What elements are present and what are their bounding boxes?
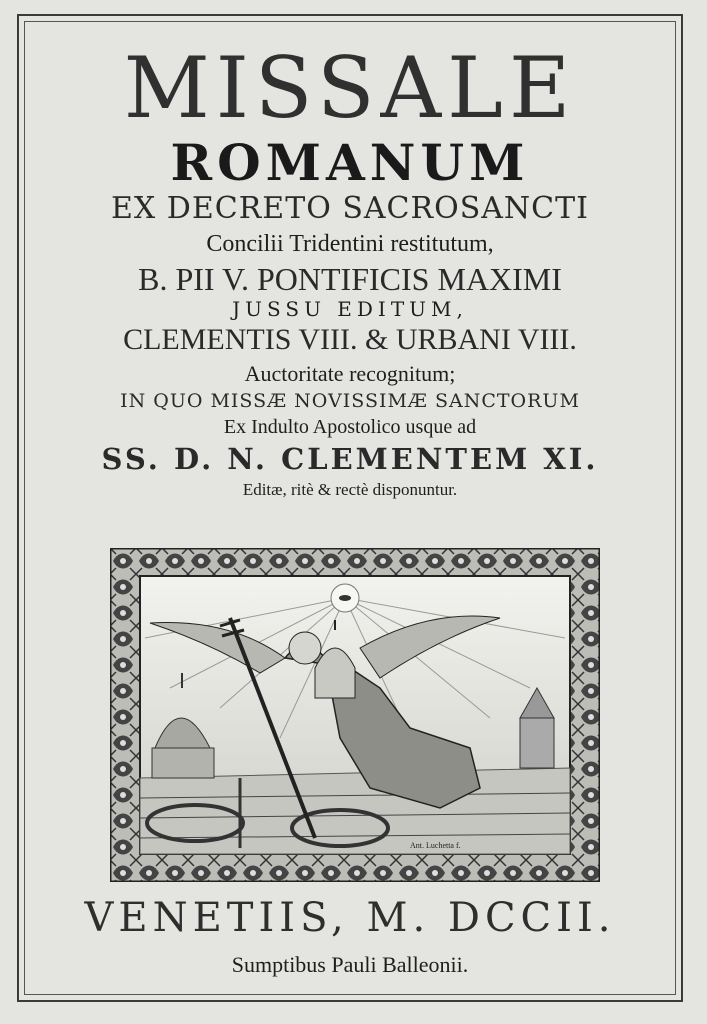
subtitle-clementis: CLEMENTIS VIII. & URBANI VIII. [123, 323, 577, 356]
imprint-place-date: VENETIIS, M. DCCII. [84, 895, 616, 941]
imprint-block [30, 888, 670, 982]
subtitle-editae: Editæ, ritè & rectè disponuntur. [242, 480, 458, 499]
subtitle-ex-decreto: EX DECRETO SACROSANCTI [111, 191, 589, 226]
imprint-publisher: Sumptibus Pauli Balleonii. [231, 952, 469, 977]
title-romanum: ROMANUM [170, 133, 530, 192]
title-block [30, 40, 670, 502]
subtitle-auctoritate: Auctoritate recognitum; [244, 361, 456, 386]
title-missale: MISSALE [123, 39, 577, 137]
subtitle-pii-v: B. PII V. PONTIFICIS MAXIMI [138, 261, 562, 297]
engraving-illustration [110, 548, 600, 882]
engraver-signature: Ant. Luchetta f. [410, 841, 461, 850]
subtitle-in-quo: IN QUO MISSÆ NOVISSIMÆ SANCTORUM [120, 390, 580, 412]
subtitle-clementem-xi: SS. D. N. CLEMENTEM XI. [101, 442, 599, 476]
subtitle-jussu: JUSSU EDITUM, [232, 297, 468, 321]
subtitle-concilii: Concilii Tridentini restitutum, [206, 231, 494, 257]
subtitle-ex-indulto: Ex Indulto Apostolico usque ad [223, 416, 477, 438]
